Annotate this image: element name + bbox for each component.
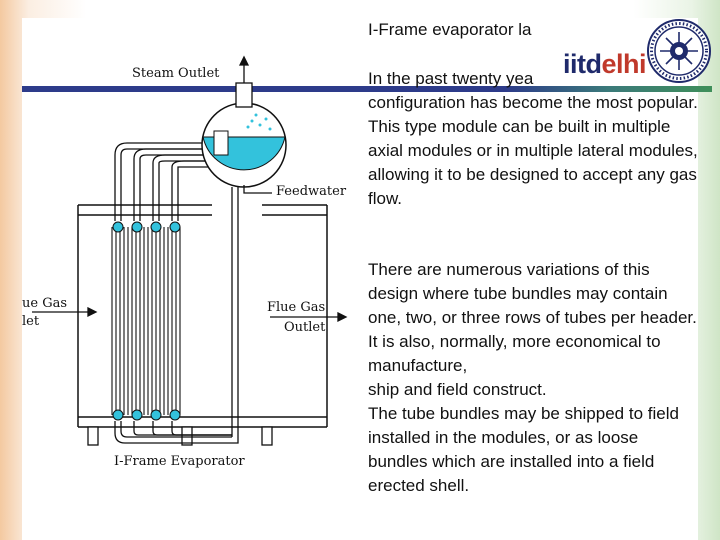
- tube-bundle: [112, 227, 180, 415]
- label-flue-gas-inlet-line1: ue Gas: [22, 296, 68, 311]
- body-paragraph-2: There are numerous variations of this design where tube bundles may contain one, two, or three rows of tubes per header. It is also, normally, more economical to manufacture, ship and field construct. The tube bundles may be shipped to field installed in the modules, or as loose bundles which are installed into a field erected shell.: [368, 260, 697, 495]
- upper-headers: [113, 222, 180, 232]
- lower-headers: [113, 410, 180, 420]
- slide-title: I-Frame evaporator la: [368, 20, 532, 39]
- logo-text-elhi: elhi: [601, 49, 647, 79]
- label-feedwater: Feedwater: [276, 184, 347, 199]
- label-diagram-caption: I-Frame Evaporator: [114, 454, 245, 469]
- steam-drum: [202, 103, 286, 187]
- i-frame-evaporator-diagram: [22, 55, 362, 475]
- label-steam-outlet: Steam Outlet: [132, 66, 220, 81]
- label-flue-gas-inlet-line2: let: [22, 314, 40, 329]
- module-casing: [78, 205, 327, 427]
- label-flue-gas-outlet-line1: Flue Gas: [267, 300, 326, 315]
- riser-pipes: [115, 143, 212, 221]
- logo-text-iitd: iitd: [563, 49, 602, 79]
- steam-outlet-pipe: [236, 57, 252, 107]
- body-paragraph-1: In the past twenty yea configuration has become the most popular. This type module can be built in multiple axial modules or in multiple lateral modules, allowing it to be designed to accept any gas flow.: [368, 69, 698, 208]
- label-flue-gas-outlet-line2: Outlet: [284, 320, 326, 335]
